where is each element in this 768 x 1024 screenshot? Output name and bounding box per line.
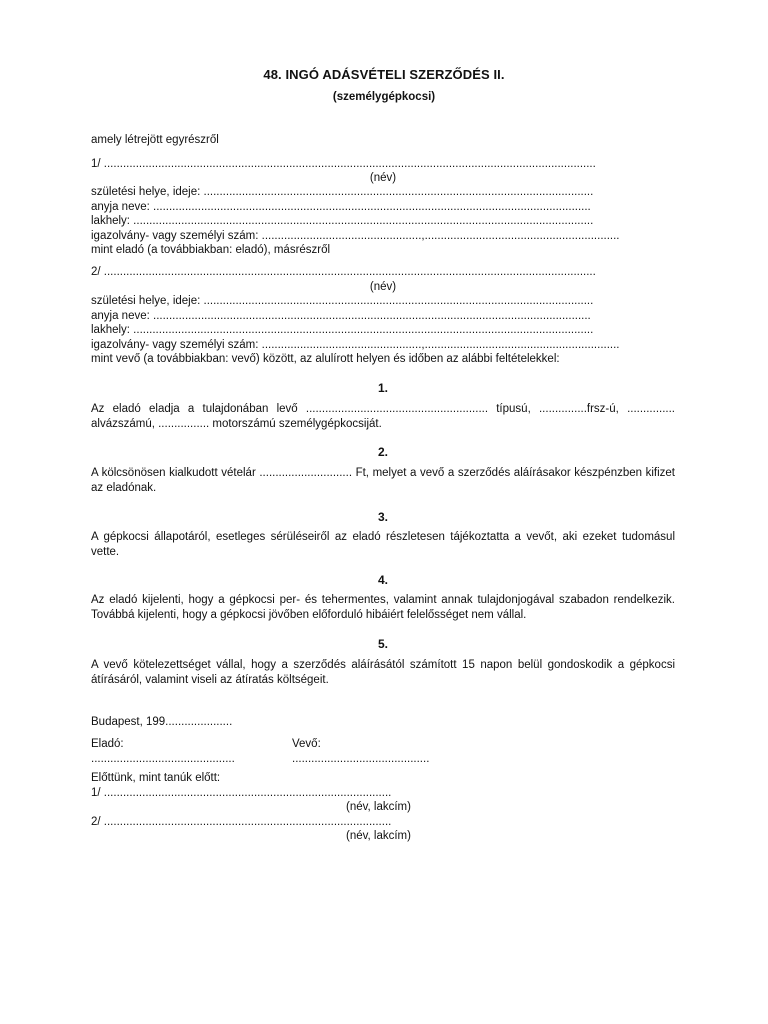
witness1-line: 1/ .......................................................................................... <box>91 787 392 799</box>
party2-name-line: 2/ .......................................................................................................................................................... <box>91 266 596 278</box>
document-title: 48. INGÓ ADÁSVÉTELI SZERZŐDÉS II. <box>263 67 505 82</box>
seller-signature-label: Eladó: <box>91 738 124 750</box>
party1-birth-line: születési helye, ideje: .......................................................................................................................... <box>91 186 594 198</box>
party1-name-label: (név) <box>369 172 397 184</box>
witness2-line: 2/ .......................................................................................... <box>91 816 392 828</box>
party2-address-line: lakhely: ................................................................................................................................................ <box>91 324 594 336</box>
party1-mother-line: anyja neve: ......................................................................................................................................... <box>91 201 591 213</box>
section-number: 3. <box>377 510 388 524</box>
party2-birth-line: születési helye, ideje: .......................................................................................................................... <box>91 295 594 307</box>
place-date-line: Budapest, 199..................... <box>91 716 233 728</box>
section-text: Az eladó kijelenti, hogy a gépkocsi per- és tehermentes, valamint annak tulajdonjogával szabadon rendelkezik. Továbbá kijelenti, hogy a gépkocsi jövőben előforduló hibáiért felelősséget nem vállal. <box>91 594 675 621</box>
witness1-label: (név, lakcím) <box>346 801 411 813</box>
party1-id-line: igazolvány- vagy személyi szám: ..................................................,............................................................. <box>91 230 620 242</box>
party1-role-text: mint eladó (a továbbiakban: eladó), másrészről <box>91 244 331 256</box>
witness2-label: (név, lakcím) <box>346 830 411 842</box>
party2-name-label: (név) <box>369 281 397 293</box>
section-text: A gépkocsi állapotáról, esetleges sérüléseiről az eladó részletesen tájékoztatta a vevőt, aki ezeket tudomásul vette. <box>91 531 675 558</box>
section-text: A kölcsönösen kialkudott vételár ............................. Ft, melyet a vevő a szerződés aláírásakor készpénzben kifizet az eladónak. <box>91 467 675 494</box>
party1-address-line: lakhely: ................................................................................................................................................ <box>91 215 594 227</box>
section-number: 2. <box>377 445 388 459</box>
party2-id-line: igazolvány- vagy személyi szám: ..................................................,............................................................. <box>91 339 620 351</box>
party2-role-text: mint vevő (a továbbiakban: vevő) között, az alulírott helyen és időben az alábbi feltételekkel: <box>91 353 560 365</box>
section-number: 1. <box>377 381 388 395</box>
section-number: 4. <box>377 573 388 587</box>
section-text: Az eladó eladja a tulajdonában levő ......................................................... típusú, ...............frsz-ú, ............... alvázszámú, ................ motorszámú személygépkocsiját. <box>91 403 675 430</box>
party1-name-line: 1/ .......................................................................................................................................................... <box>91 158 596 170</box>
section-text: A vevő kötelezettséget vállal, hogy a szerződés aláírásától számított 15 napon belül gondoskodik a gépkocsi átírásáról, valamint viseli az átíratás költségeit. <box>91 659 675 686</box>
seller-signature-line: ............................................. <box>91 753 235 765</box>
section-number: 5. <box>377 637 388 651</box>
buyer-signature-label: Vevő: <box>292 738 321 750</box>
party2-mother-line: anyja neve: ......................................................................................................................................... <box>91 310 591 322</box>
intro-text: amely létrejött egyrészről <box>91 134 219 146</box>
buyer-signature-line: ........................................... <box>292 753 430 765</box>
document-subtitle: (személygépkocsi) <box>332 91 436 103</box>
witnesses-heading: Előttünk, mint tanúk előtt: <box>91 772 221 784</box>
